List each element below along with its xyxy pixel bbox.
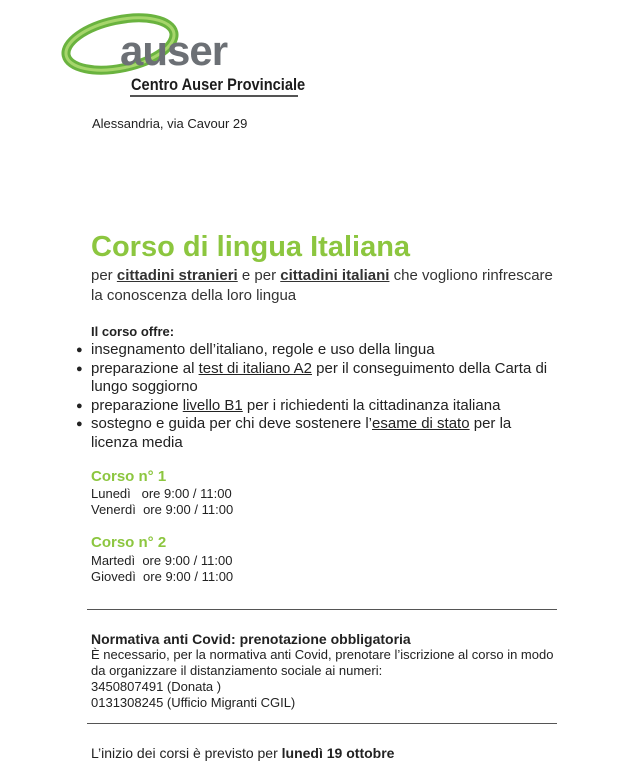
phone-1: 3450807491 (Donata ) <box>91 679 222 694</box>
link-cittadini-stranieri[interactable]: cittadini stranieri <box>116 267 238 284</box>
item-text: insegnamento dell’italiano, regole e uso della lingua <box>91 341 435 358</box>
list-item <box>76 397 556 416</box>
link-cittadini-italiani[interactable]: cittadini italiani <box>280 267 390 284</box>
covid-notice <box>91 631 571 711</box>
divider <box>87 723 557 724</box>
schedule-time: ore 9:00 / 11:00 <box>143 569 234 584</box>
address: Alessandria, via Cavour 29 <box>92 116 248 131</box>
list-item <box>76 415 556 452</box>
item-text: preparazione al <box>91 359 199 377</box>
covid-heading: Normativa anti Covid: prenotazione obbligatoria <box>91 631 411 647</box>
link-test-italiano[interactable]: test di italiano A2 <box>198 359 312 377</box>
schedule-row <box>91 502 233 518</box>
phone-2: 0131308245 (Ufficio Migranti CGIL) <box>91 695 296 710</box>
item-text: per i richiedenti la cittadinanza italiana <box>242 396 501 414</box>
divider <box>87 609 557 610</box>
logo-word: auser <box>120 27 228 74</box>
subtitle-text: che vogliono rinfrescare la conoscenza della loro lingua <box>91 267 553 304</box>
logo-subtitle: Centro Auser Provinciale <box>131 75 306 94</box>
subtitle-text: e per <box>237 267 281 284</box>
course-2-schedule <box>91 553 233 585</box>
offers-list <box>76 341 556 452</box>
auser-logo <box>58 8 308 100</box>
schedule-row <box>91 486 233 502</box>
schedule-day: Giovedì <box>91 569 136 584</box>
schedule-day: Martedì <box>91 553 136 568</box>
link-esame-di-stato[interactable]: esame di stato <box>372 415 470 432</box>
covid-text: È necessario, per la normativa anti Covid, prenotare l’iscrizione al corso in modo da organizzare il distanziamento sociale ai numeri: <box>91 647 554 678</box>
item-text: sostegno e guida per chi deve sostenere l’ <box>91 415 373 432</box>
subtitle-text: per <box>91 267 117 284</box>
item-text: preparazione <box>91 396 183 414</box>
item-text: per il conseguimento della Carta di lungo soggiorno <box>91 359 548 395</box>
course-2-title: Corso n° 2 <box>91 534 167 551</box>
list-item <box>76 360 556 397</box>
page-title: Corso di lingua Italiana <box>91 231 411 263</box>
item-text: per la licenza media <box>91 415 512 451</box>
start-date-line <box>91 745 394 761</box>
schedule-day: Lunedì <box>91 486 131 501</box>
start-date: lunedì 19 ottobre <box>281 745 395 761</box>
list-item <box>76 341 556 360</box>
start-text: L’inizio dei corsi è previsto per <box>91 745 282 761</box>
schedule-row <box>91 553 233 569</box>
schedule-time: ore 9:00 / 11:00 <box>142 553 233 568</box>
schedule-time: ore 9:00 / 11:00 <box>141 486 232 501</box>
course-1-schedule <box>91 486 233 518</box>
schedule-day: Venerdì <box>91 502 136 517</box>
subtitle <box>91 266 561 306</box>
schedule-row <box>91 569 233 585</box>
course-1-title: Corso n° 1 <box>91 468 167 485</box>
link-livello-b1[interactable]: livello B1 <box>182 396 243 414</box>
schedule-time: ore 9:00 / 11:00 <box>143 502 234 517</box>
offers-heading: Il corso offre: <box>91 324 175 339</box>
